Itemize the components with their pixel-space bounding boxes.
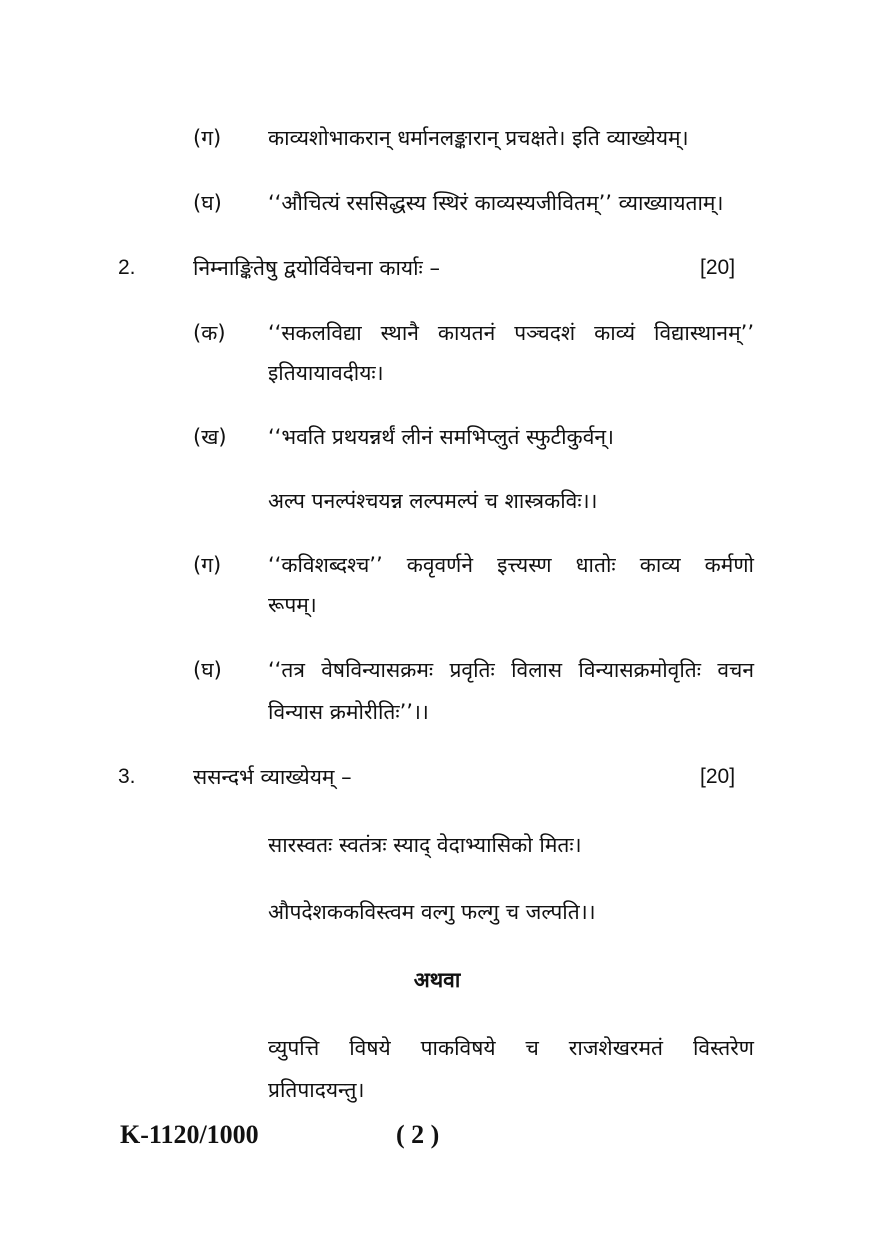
alternative-text: प्रतिपादयन्तु। bbox=[268, 1078, 365, 1102]
question-number: 3. bbox=[118, 765, 136, 788]
item-text: अल्प पनल्पंश्चयन्न लल्पमल्पं च शास्त्रकविः।। bbox=[268, 489, 598, 513]
question-heading: निम्नाङ्कितेषु द्वयोर्विवेचना कार्याः – bbox=[193, 256, 440, 280]
question-marks: [20] bbox=[700, 765, 736, 788]
item-text: ‘‘भवति प्रथयन्नर्थं लीनं समभिप्लुतं स्फुटीकुर्वन्। bbox=[268, 425, 614, 449]
page-number: ( 2 ) bbox=[396, 1120, 440, 1149]
item-label: (ग) bbox=[193, 126, 222, 150]
item-label: (घ) bbox=[193, 191, 222, 215]
item-label: (क) bbox=[193, 321, 226, 345]
verse-line: औपदेशककविस्त्वम वल्गु फल्गु च जल्पति।। bbox=[268, 900, 596, 924]
verse-line: सारस्वतः स्वतंत्रः स्याद् वेदाभ्यासिको मितः। bbox=[268, 833, 582, 857]
item-text: ‘‘तत्र वेषविन्यासक्रमः प्रवृतिः विलास विन्यासक्रमोवृतिः वचन bbox=[268, 658, 754, 682]
or-separator: अथवा bbox=[413, 968, 461, 992]
question-number: 2. bbox=[118, 256, 136, 279]
item-label: (ख) bbox=[193, 425, 227, 449]
question-heading: ससन्दर्भ व्याख्येयम् – bbox=[193, 765, 352, 789]
item-text: रूपम्। bbox=[268, 593, 317, 617]
item-text: विन्यास क्रमोरीतिः’’।। bbox=[268, 700, 429, 724]
item-text: ‘‘औचित्यं रससिद्धस्य स्थिरं काव्यस्यजीवितम्’’ व्याख्यायताम्। bbox=[268, 191, 724, 215]
paper-code: K-1120/1000 bbox=[120, 1120, 259, 1149]
item-text: काव्यशोभाकरान् धर्मानलङ्कारान् प्रचक्षते। इति व्याख्येयम्। bbox=[268, 126, 689, 150]
item-text: ‘‘सकलविद्या स्थानै कायतनं पञ्चदशं काव्यं विद्यास्थानम्’’ bbox=[268, 321, 754, 345]
alternative-text: व्युपत्ति विषये पाकविषये च राजशेखरमतं विस्तरेण bbox=[268, 1036, 754, 1060]
question-marks: [20] bbox=[700, 256, 736, 279]
item-label: (ग) bbox=[193, 553, 222, 577]
item-label: (घ) bbox=[193, 658, 222, 682]
item-text: ‘‘कविशब्दश्च’’ कवृवर्णने इत्त्यस्ण धातोः काव्य कर्मणो bbox=[268, 553, 754, 577]
item-text: इतियायावदीयः। bbox=[268, 361, 384, 385]
